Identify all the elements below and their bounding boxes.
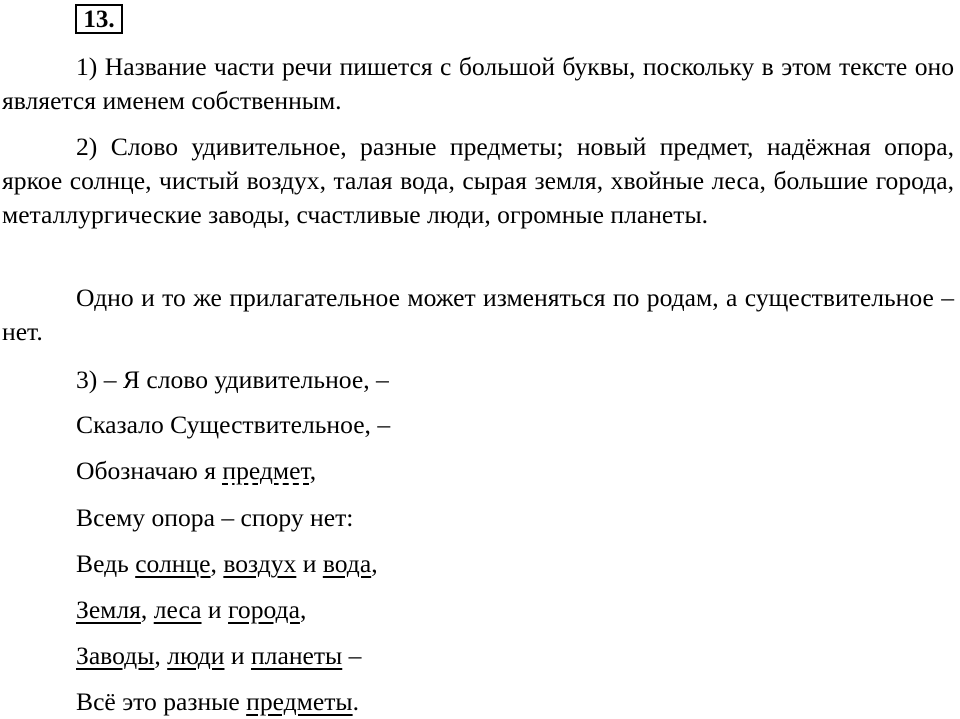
- poem-text: ,: [371, 549, 378, 578]
- poem-line-7: [76, 639, 361, 673]
- poem-line-2: Сказало Существительное, –: [76, 410, 391, 439]
- poem-line-6: [76, 593, 306, 627]
- poem-text: ,: [299, 595, 307, 624]
- poem-text: Ведь: [76, 549, 136, 578]
- noun-underlined: воздух: [223, 549, 297, 578]
- poem-line-4: Всему опора – спору нет:: [76, 503, 354, 532]
- answer-paragraph-3: Одно и то же прилагательное может изменяться по родам, а существительное – нет.: [2, 283, 954, 346]
- poem-line-5: [76, 547, 378, 581]
- poem-line-1: 3) – Я слово удивительное, –: [76, 365, 389, 394]
- answer-paragraph-2: 2) Слово удивительное, разные предметы; новый предмет, надёжная опора, яркое солнце, чистый воздух, талая вода, сырая земля, хвойные леса, большие города, металлургические заводы, счастливые люди, огромные планеты.: [2, 132, 954, 229]
- noun-underlined-dashed: предмет: [222, 456, 310, 485]
- poem-text: и: [201, 595, 229, 624]
- noun-underlined: солнце: [135, 549, 211, 578]
- poem-text: ,: [154, 641, 168, 670]
- noun-underlined: Заводы: [76, 641, 155, 670]
- poem-text: –: [342, 641, 362, 670]
- noun-underlined: Земля: [76, 595, 141, 624]
- poem-line-3: [76, 454, 316, 488]
- noun-underlined: леса: [153, 595, 202, 624]
- poem-text: Обозначаю я: [76, 456, 223, 485]
- noun-underlined: вода: [322, 549, 372, 578]
- task-number-box: 13.: [75, 4, 123, 34]
- noun-underlined: предметы: [246, 687, 353, 716]
- poem-line-8: [76, 685, 359, 719]
- noun-underlined: города: [228, 595, 300, 624]
- answer-paragraph-1: 1) Название части речи пишется с большой буквы, поскольку в этом тексте оно является именем собственным.: [2, 52, 954, 115]
- poem-text: Всё это разные: [76, 687, 247, 716]
- poem-text: .: [352, 687, 360, 716]
- noun-underlined: люди: [167, 641, 225, 670]
- poem-text: и: [224, 641, 251, 670]
- poem-text: ,: [140, 595, 154, 624]
- noun-underlined: планеты: [250, 641, 343, 670]
- poem-text: ,: [210, 549, 224, 578]
- poem-text: и: [296, 549, 323, 578]
- poem-text: ,: [309, 456, 317, 485]
